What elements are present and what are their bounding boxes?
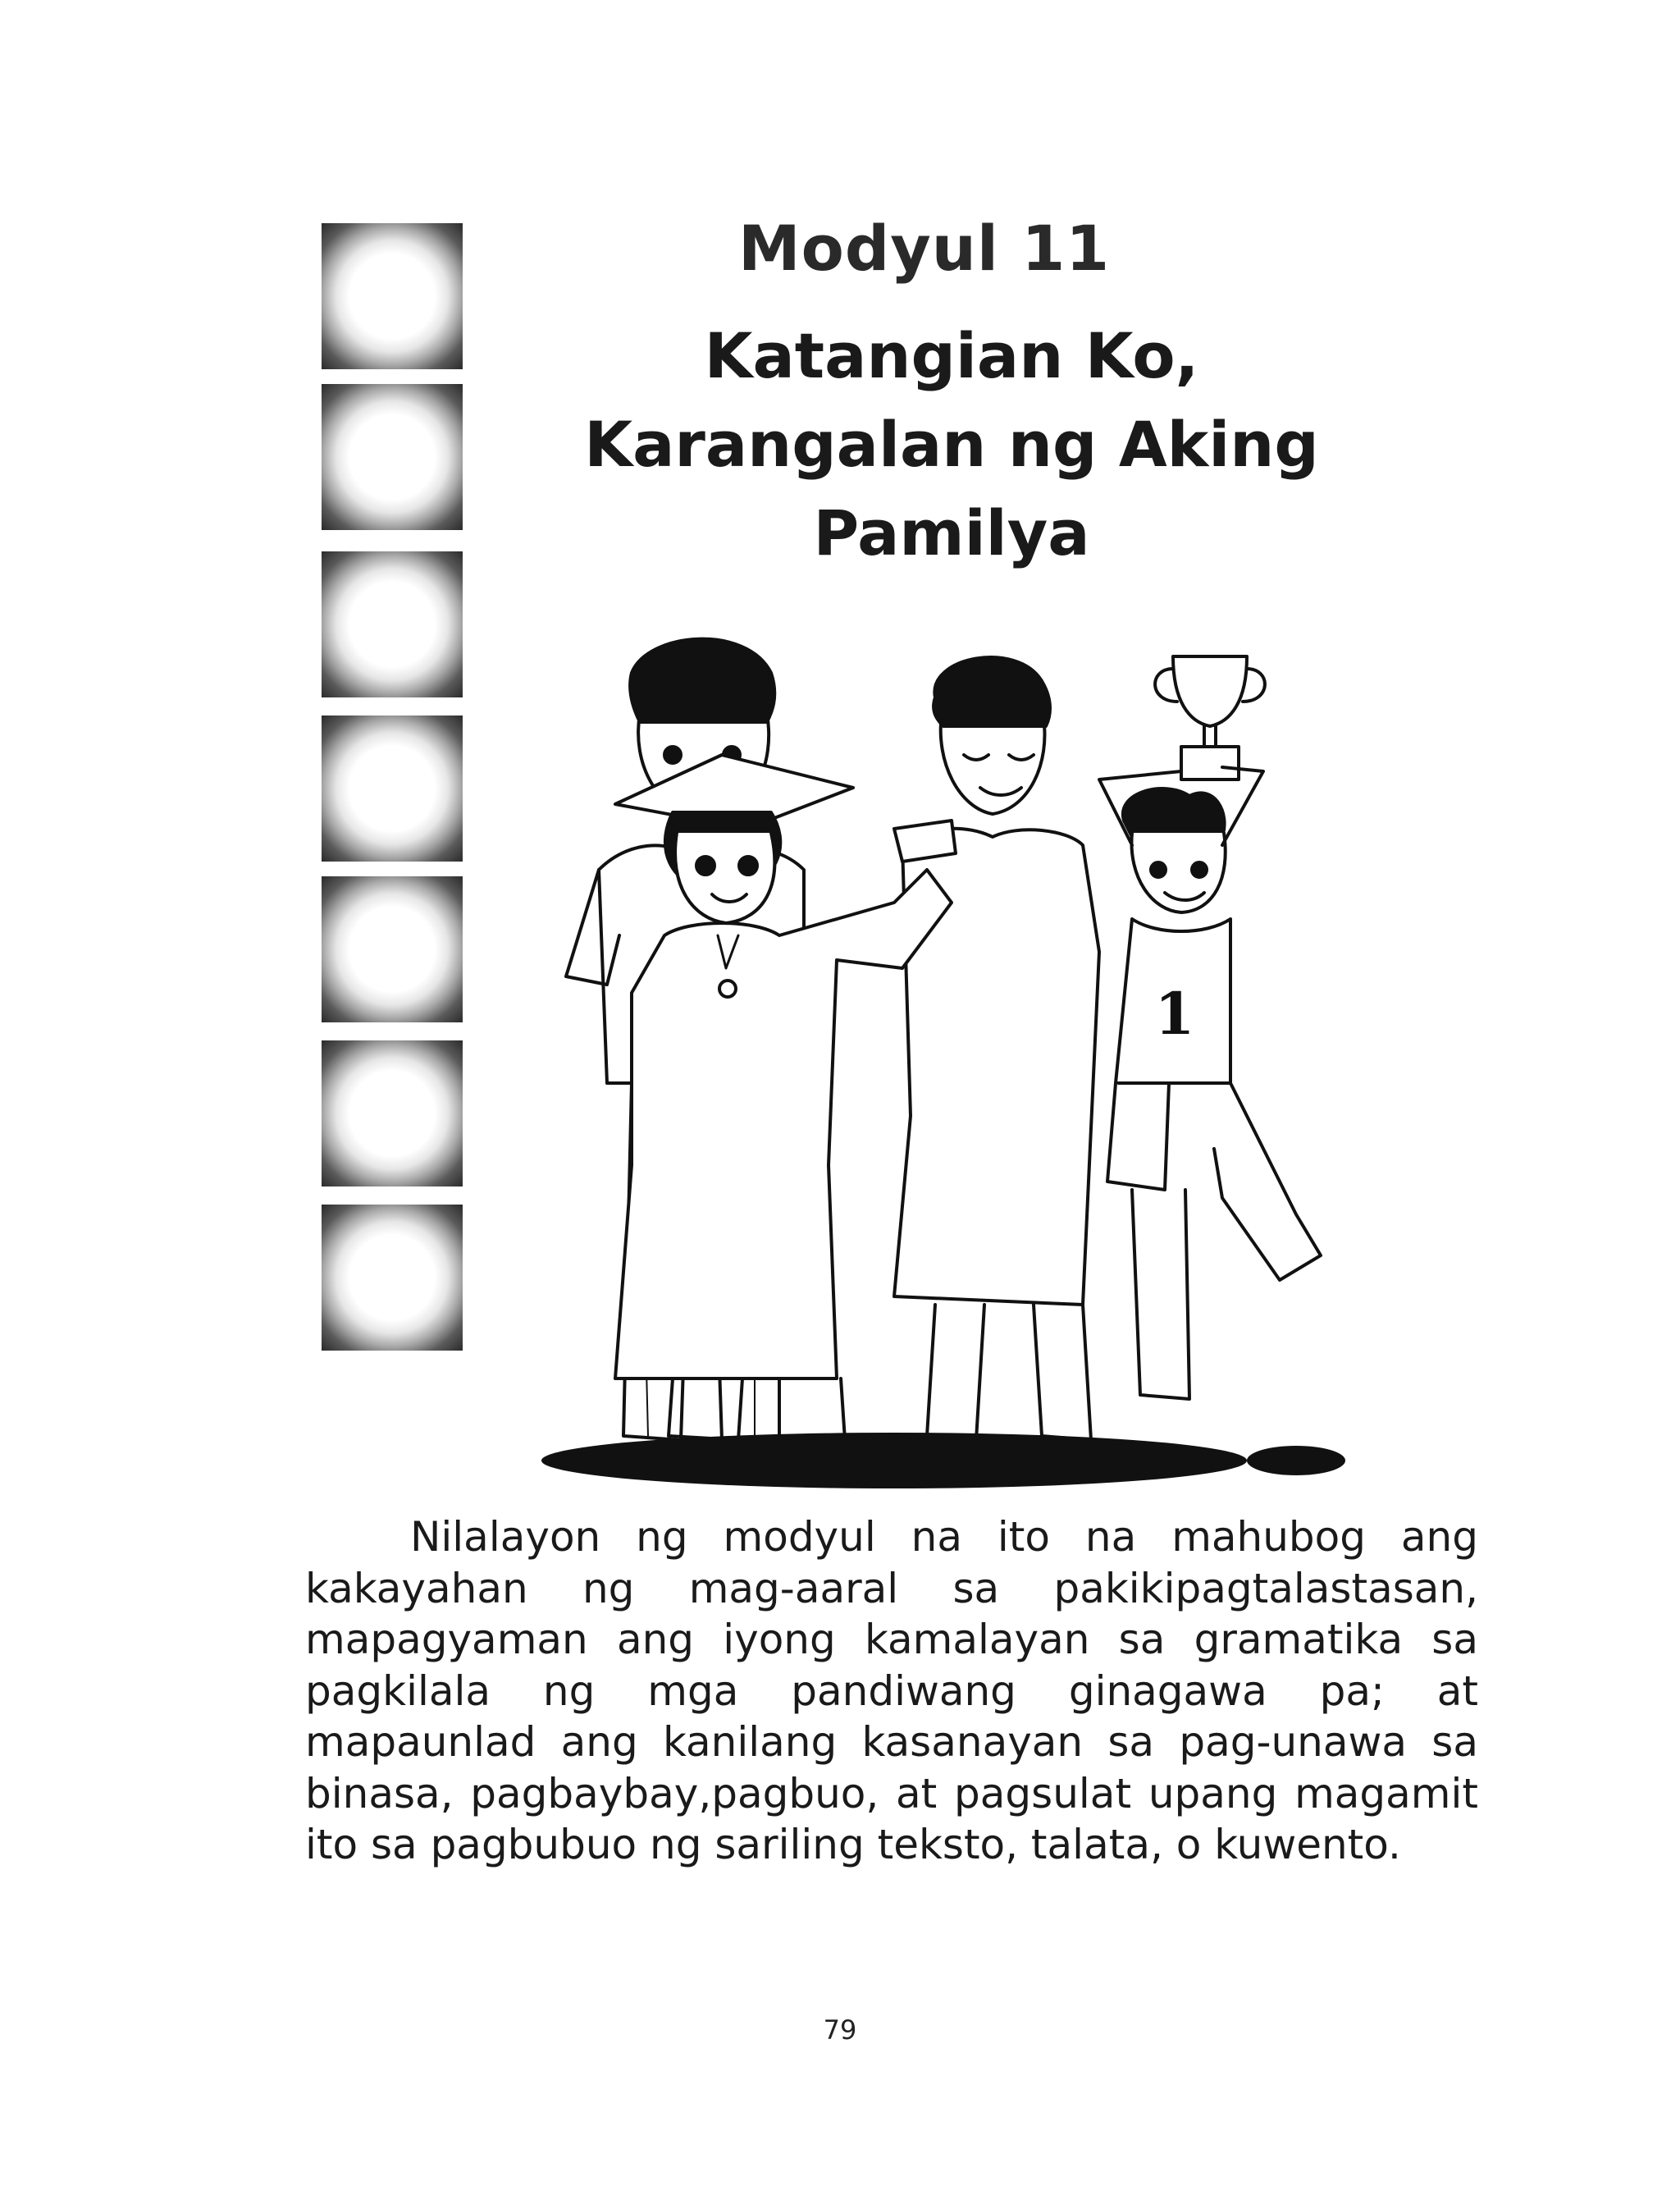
module-title-line: Katangian Ko,	[704, 319, 1199, 392]
jersey-number: 1	[1154, 980, 1195, 1048]
decorative-vignette-square	[322, 223, 463, 369]
decorative-vignette-square	[322, 551, 463, 697]
page-number: 79	[823, 2014, 857, 2046]
module-title	[574, 312, 1329, 578]
ground-shadow	[541, 1433, 1247, 1488]
mother-figure	[894, 657, 1099, 1440]
ground-shadow	[1247, 1446, 1345, 1475]
family-illustration	[509, 624, 1427, 1502]
decorative-vignette-square	[322, 1205, 463, 1351]
decorative-vignette-square	[322, 1040, 463, 1186]
module-title-line: Karangalan ng Aking	[584, 408, 1319, 481]
decorative-vignette-square	[322, 876, 463, 1022]
decorative-vignette-square	[322, 716, 463, 862]
boy-with-trophy-figure	[1099, 767, 1321, 1399]
decorative-vignette-square	[322, 384, 463, 530]
module-description-paragraph: Nilalayon ng modyul na ito na mahubog ang kakayahan ng mag-aaral sa pakikipagtalastasan, mapagyaman ang iyong kamalayan sa gramatika sa pagkilala ng mga pandiwang ginagawa pa; at mapaunlad ang kanilang kasanayan sa pag-unawa sa binasa, pagbaybay,pagbuo, at pagsulat upang magamit ito sa pagbubuo ng sariling teksto, talata, o kuwento.	[305, 1513, 1478, 1868]
module-label: Modyul 11	[738, 212, 1111, 285]
trophy-drawing	[1155, 656, 1265, 780]
module-title-line: Pamilya	[813, 496, 1090, 569]
